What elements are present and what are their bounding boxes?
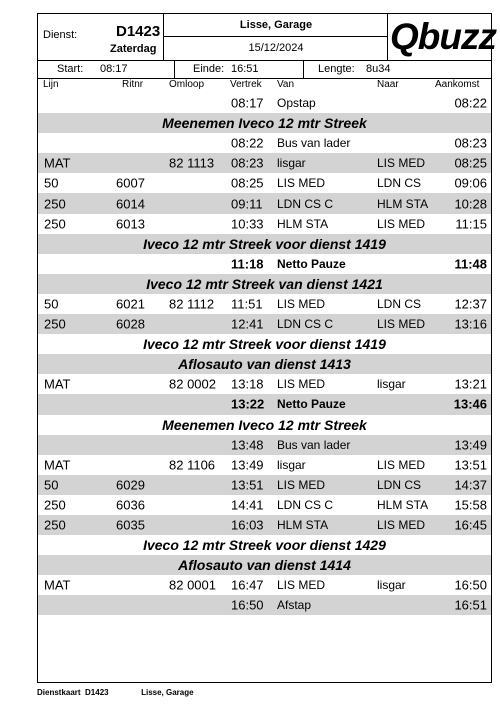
section-row (38, 535, 491, 555)
section-row (38, 334, 491, 354)
cell-ritnr: 6013 (116, 216, 145, 232)
cell-naar: LIS MED (377, 457, 426, 472)
col-aankomst: Aankomst (435, 79, 480, 90)
cell-van: LIS MED (277, 477, 326, 492)
cell-aankomst: 13:51 (454, 457, 487, 473)
cell-naar: lisgar (377, 377, 406, 392)
location-date-cell (164, 14, 388, 60)
cell-naar: LIS MED (377, 216, 426, 231)
cell-omloop: 82 1113 (169, 155, 215, 171)
cell-vertrek: 14:41 (231, 497, 264, 513)
cell-aankomst: 11:48 (454, 256, 487, 272)
section-row (38, 274, 491, 294)
cell-van: LIS MED (277, 578, 326, 593)
trip-row (38, 374, 491, 394)
footer (37, 688, 194, 697)
footer-dienst: D1423 (85, 688, 109, 697)
trip-row (38, 173, 491, 193)
cell-vertrek: 13:51 (231, 477, 264, 493)
cell-aankomst: 12:37 (454, 296, 487, 312)
start-time: 08:17 (100, 63, 128, 75)
section-row (38, 354, 491, 374)
cell-vertrek: 09:11 (231, 196, 263, 212)
cell-aankomst: 11:15 (455, 216, 487, 232)
cell-ritnr: 6029 (116, 477, 145, 493)
section-row (38, 415, 491, 435)
cell-lijn: 50 (44, 175, 59, 191)
cell-vertrek: 13:49 (231, 457, 264, 473)
cell-vertrek: 11:18 (231, 256, 264, 272)
cell-omloop: 82 1106 (169, 457, 216, 473)
cell-naar: LIS MED (377, 317, 426, 332)
divider (303, 60, 304, 78)
cell-van: lisgar (277, 156, 306, 171)
cell-aankomst: 15:58 (454, 497, 487, 513)
cell-vertrek: 12:41 (231, 316, 264, 332)
trip-row (38, 515, 491, 535)
footer-label: Dienstkaart (37, 688, 81, 697)
cell-naar: LIS MED (377, 518, 426, 533)
cell-lijn: MAT (44, 376, 71, 392)
cell-omloop: 82 0002 (169, 376, 216, 392)
trip-row (38, 475, 491, 495)
cell-lijn: MAT (44, 457, 71, 473)
cell-van: HLM STA (277, 518, 329, 533)
pause-label: Netto Pauze (277, 397, 346, 412)
section-title: Iveco 12 mtr Streek voor dienst 1429 (143, 537, 386, 554)
cell-aankomst: 14:37 (454, 477, 487, 493)
cell-lijn: 50 (44, 477, 59, 493)
col-lijn: Lijn (43, 79, 59, 90)
cell-vertrek: 16:50 (231, 597, 264, 613)
dienst-number: D1423 (116, 23, 161, 40)
cell-lijn: 250 (44, 316, 66, 332)
cell-ritnr: 6021 (116, 296, 145, 312)
cell-vertrek: 13:18 (231, 376, 264, 392)
cell-aankomst: 16:51 (454, 597, 487, 613)
cell-ritnr: 6036 (116, 497, 145, 513)
cell-lijn: MAT (44, 577, 71, 593)
cell-ritnr: 6028 (116, 316, 145, 332)
cell-vertrek: 11:51 (231, 296, 263, 312)
trip-row (38, 133, 491, 153)
cell-omloop: 82 1112 (169, 296, 215, 312)
cell-lijn: 50 (44, 296, 59, 312)
section-title: Aflosauto van dienst 1414 (178, 557, 351, 574)
cell-aankomst: 13:46 (453, 396, 487, 412)
trip-row (38, 314, 491, 334)
section-title: Meenemen Iveco 12 mtr Streek (162, 115, 367, 132)
section-title: Aflosauto van dienst 1413 (178, 356, 351, 373)
cell-vertrek: 16:47 (231, 577, 264, 593)
cell-aankomst: 16:45 (454, 517, 487, 533)
pause-label: Netto Pauze (277, 256, 346, 271)
cell-lijn: 250 (44, 196, 66, 212)
trip-row (38, 193, 491, 213)
footer-location: Lisse, Garage (141, 688, 194, 697)
col-van: Van (277, 79, 295, 90)
cell-aankomst: 13:16 (454, 316, 487, 332)
trip-row (38, 214, 491, 234)
cell-vertrek: 08:25 (231, 175, 264, 191)
lengte-value: 8u34 (366, 63, 391, 75)
cell-vertrek: 13:48 (231, 437, 264, 453)
section-title: Iveco 12 mtr Streek voor dienst 1419 (143, 235, 386, 252)
cell-naar: LDN CS (377, 477, 422, 492)
cell-lijn: 250 (44, 517, 66, 533)
cell-naar: LIS MED (377, 156, 426, 171)
cell-vertrek: 13:22 (231, 396, 265, 412)
dienst-label: Dienst: (43, 29, 78, 41)
cell-aankomst: 08:25 (454, 155, 487, 171)
cell-naar: LDN CS (377, 176, 422, 191)
cell-ritnr: 6007 (116, 175, 145, 191)
cell-van: LDN CS C (277, 317, 334, 332)
cell-naar: LDN CS (377, 296, 422, 311)
pause-row (38, 254, 491, 274)
cell-van: Opstap (277, 96, 316, 111)
cell-aankomst: 13:21 (454, 376, 487, 392)
col-naar: Naar (377, 79, 399, 90)
trip-row (38, 455, 491, 475)
einde-label: Einde: (193, 63, 225, 75)
trip-row (38, 595, 491, 615)
cell-naar: lisgar (377, 578, 406, 593)
cell-van: Bus van lader (277, 136, 351, 151)
cell-vertrek: 08:17 (231, 95, 264, 111)
cell-vertrek: 16:03 (231, 517, 264, 533)
section-title: Iveco 12 mtr Streek voor dienst 1419 (143, 336, 386, 353)
cell-van: Bus van lader (277, 437, 351, 452)
section-title: Iveco 12 mtr Streek van dienst 1421 (146, 275, 383, 292)
pause-row (38, 394, 491, 414)
cell-aankomst: 08:22 (454, 95, 487, 111)
location-label: Lisse, Garage (164, 14, 388, 37)
col-ritnr: Ritnr (122, 79, 144, 90)
cell-van: LIS MED (277, 296, 326, 311)
trip-row (38, 495, 491, 515)
einde-time: 16:51 (231, 63, 259, 75)
trip-row (38, 294, 491, 314)
cell-naar: HLM STA (377, 497, 429, 512)
col-omloop: Omloop (169, 79, 205, 90)
cell-aankomst: 08:23 (454, 135, 487, 151)
date-label: 15/12/2024 (248, 42, 304, 54)
column-header-row (38, 79, 491, 92)
section-title: Meenemen Iveco 12 mtr Streek (162, 416, 367, 433)
times-bar (38, 60, 491, 79)
cell-aankomst: 09:06 (454, 175, 487, 191)
cell-omloop: 82 0001 (169, 577, 216, 593)
cell-lijn: 250 (44, 216, 66, 232)
cell-van: Afstap (277, 598, 312, 613)
col-vertrek: Vertrek (230, 79, 262, 90)
section-row (38, 555, 491, 575)
duty-rows (38, 93, 491, 615)
day-label: Zaterdag (110, 43, 157, 55)
cell-aankomst: 16:50 (454, 577, 487, 593)
trip-row (38, 153, 491, 173)
cell-van: LDN CS C (277, 497, 334, 512)
qbuzz-logo: Qbuzz (390, 16, 496, 57)
cell-van: LIS MED (277, 377, 326, 392)
lengte-label: Lengte: (318, 63, 355, 75)
cell-vertrek: 10:33 (231, 216, 264, 232)
section-row (38, 113, 491, 133)
cell-ritnr: 6014 (116, 196, 145, 212)
cell-naar: HLM STA (377, 196, 429, 211)
cell-vertrek: 08:23 (231, 155, 264, 171)
trip-row (38, 435, 491, 455)
cell-vertrek: 08:22 (231, 135, 264, 151)
cell-lijn: MAT (44, 155, 71, 171)
start-label: Start: (57, 63, 84, 75)
dienst-cell (38, 14, 164, 60)
duty-card (37, 13, 496, 683)
cell-van: LDN CS C (277, 196, 334, 211)
cell-lijn: 250 (44, 497, 66, 513)
trip-row (38, 575, 491, 595)
cell-aankomst: 10:28 (454, 196, 487, 212)
cell-van: LIS MED (277, 176, 326, 191)
card-header (38, 14, 496, 61)
trip-row (38, 93, 491, 113)
divider (174, 60, 175, 78)
cell-ritnr: 6035 (116, 517, 145, 533)
section-row (38, 234, 491, 254)
cell-van: lisgar (277, 457, 306, 472)
cell-aankomst: 13:49 (454, 437, 487, 453)
cell-van: HLM STA (277, 216, 329, 231)
